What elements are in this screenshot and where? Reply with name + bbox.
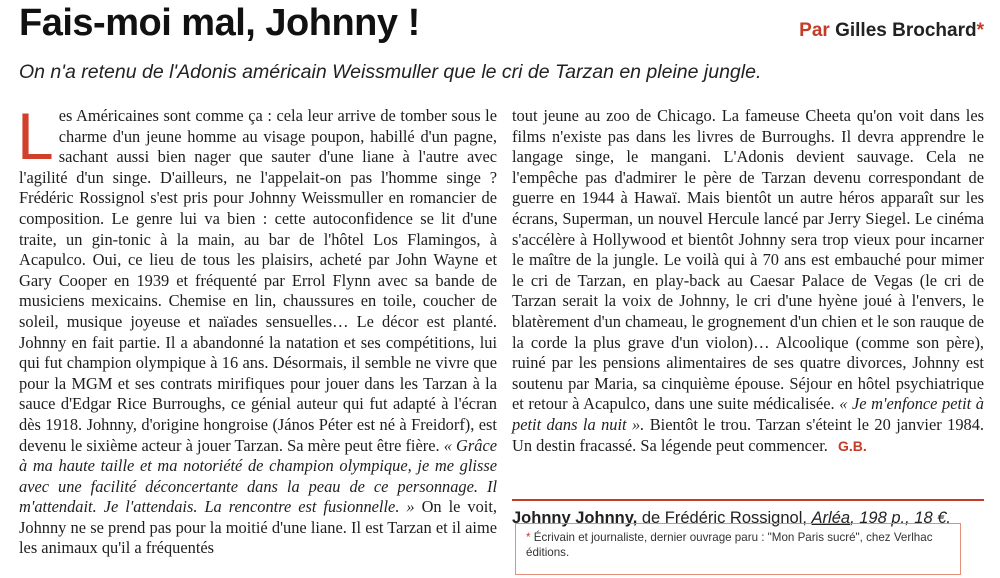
byline-prefix: Par xyxy=(799,20,830,41)
article-deck: On n'a retenu de l'Adonis américain Weissmuller que le cri de Tarzan en pleine jungle. xyxy=(19,61,762,83)
byline-author: Gilles Brochard xyxy=(835,20,977,41)
body-column-1 xyxy=(17,99,497,559)
body-paragraph xyxy=(17,99,497,559)
quote-text: « Je m'enfonce petit à petit dans la nuit ». xyxy=(512,394,984,434)
book-title: Johnny Johnny, xyxy=(512,509,638,527)
note-marker: * xyxy=(526,531,531,544)
body-paragraph xyxy=(512,106,984,456)
byline-footnote-marker: * xyxy=(976,20,984,41)
book-divider xyxy=(512,499,984,501)
body-text: es Américaines sont comme ça : cela leur arrive de tomber sous le charme d'un jeune homme au visage poupon, habillé d'un pagne, sachant aussi bien nager que sauter d'une liane à l'autre avec l'agilité d'un singe. D'ailleurs, ne l'appelait-on pas l'homme singe ? Frédéric Rossignol s'est pris pour Johnny Weissmuller en romancier de composition. Le genre lui va bien : cette autoconfidence se lit d'une traite, un gin-tonic à la main, au bar de l'hôtel Los Flamingos, à Acapulco. Oui, ce lieu de tous les plaisirs, acheté par John Wayne et Gary Cooper en 1939 et fréquenté par Errol Flynn avec sa bande de musiciens mexicains. Chemise en lin, chaussures en toile, coucher de soleil, musique joyeuse et naïades sensuelles… Le décor est planté. Johnny en fait partie. Il a abandonné la natation et ses compétitions, lui qui fut champion olympique à 16 ans. Désormais, il semble ne vivre que pour la MGM et ses contrats mirifiques pour jouer dans les Tarzan à la sauce d'Edgar Rice Burroughs, ce génial auteur qui fut adapté à l'écran dès 1918. Johnny, d'origine hongroise (János Péter est né à Freidorf), est devenu le sixième acteur à jouer Tarzan. Sa mère peut être fière. xyxy=(19,106,497,455)
author-signature: G.B. xyxy=(837,437,867,454)
byline xyxy=(799,20,984,42)
note-text: Écrivain et journaliste, dernier ouvrage paru : "Mon Paris sucré", chez Verlhac éditions. xyxy=(526,531,933,559)
book-author: de Frédéric Rossignol, xyxy=(641,509,807,527)
body-column-2 xyxy=(512,106,984,456)
body-text: Bientôt le trou. Tarzan s'éteint le 20 janvier 1984. Un destin fracassé. Sa légende peut commencer. xyxy=(512,414,985,455)
drop-cap: L xyxy=(17,99,54,173)
quote-text: « Grâce à ma haute taille et ma notoriété de champion olympique, je me glisse avec une facilité déconcertante dans la peau de ce personnage. Il m'attendait. Je l'attendais. La rencontre est fusionnelle. » xyxy=(19,435,497,517)
article-headline: Fais-moi mal, Johnny ! xyxy=(19,2,420,44)
book-publisher-link[interactable]: Arléa xyxy=(811,509,851,527)
body-text: On le voit, Johnny ne se prend pas pour la moitié d'une liane. Il est Tarzan et il aime les animaux qu'il a fréquentés xyxy=(19,497,497,558)
author-note-box xyxy=(515,523,961,575)
book-meta: , 198 p., 18 €. xyxy=(850,509,951,527)
body-text: tout jeune au zoo de Chicago. La fameuse Cheeta qu'on voit dans les films n'existe pas dans les livres de Burroughs. Il devra apprendre le langage singe, le mangani. L'Adonis devient sauvage. Cela ne l'empêche pas d'admirer le père de Tarzan devenu correspondant de guerre en 1944 à Hawaï. Mais bientôt un autre héros apparaît sur les écrans, Superman, un nouvel Hercule lancé par Jerry Siegel. Le cinéma s'accélère à Hollywood et bientôt Johnny sera trop vieux pour incarner le maître de la jungle. Le voilà qui à 70 ans est embauché pour mimer le cri de Tarzan, en play-back au Caesar Palace de Vegas (le cri de Tarzan serait la voix de Johnny, le cri d'une hyène joué à l'envers, le blatèrement d'un chameau, le grognement d'un chien et le son rauque de la corde la plus grave d'un violon)… Alcoolique (comme son père), ruiné par les pensions alimentaires de ses quatre divorces, Johnny est soutenu par Maria, sa cinquième épouse. Séjour en hôtel psychiatrique et retour à Acapulco, dans une suite médicalisée. xyxy=(512,106,984,414)
